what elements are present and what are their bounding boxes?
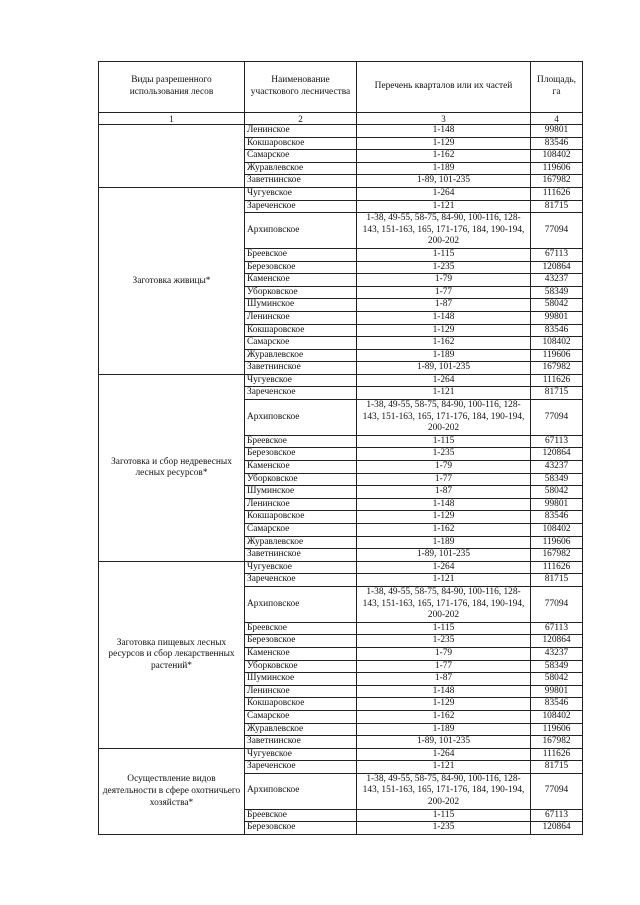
area-cell: 58349 (531, 660, 583, 673)
quarters-cell: 1-38, 49-55, 58-75, 84-90, 100-116, 128-143, 151-163, 165, 171-176, 184, 190-194, 200-202 (357, 586, 531, 622)
area-cell: 81715 (531, 761, 583, 774)
quarters-cell: 1-38, 49-55, 58-75, 84-90, 100-116, 128-143, 151-163, 165, 171-176, 184, 190-194, 200-202 (357, 400, 531, 436)
area-cell: 119606 (531, 349, 583, 362)
forestry-cell: Кокшаровское (245, 511, 357, 524)
area-cell: 108402 (531, 337, 583, 350)
area-cell: 99801 (531, 498, 583, 511)
area-cell: 58349 (531, 286, 583, 299)
forestry-cell: Кокшаровское (245, 698, 357, 711)
forestry-cell: Шуминское (245, 486, 357, 499)
quarters-cell: 1-189 (357, 723, 531, 736)
area-cell: 67113 (531, 435, 583, 448)
area-cell: 43237 (531, 274, 583, 287)
forestry-cell: Бреевское (245, 622, 357, 635)
quarters-cell: 1-162 (357, 710, 531, 723)
quarters-cell: 1-87 (357, 673, 531, 686)
quarters-cell: 1-89, 101-235 (357, 736, 531, 749)
quarters-cell: 1-235 (357, 448, 531, 461)
quarters-cell: 1-121 (357, 200, 531, 213)
forestry-cell: Кокшаровское (245, 324, 357, 337)
quarters-cell: 1-162 (357, 337, 531, 350)
forestry-cell: Чугуевское (245, 561, 357, 574)
area-cell: 81715 (531, 387, 583, 400)
table-header (99, 62, 583, 125)
forestry-cell: Шуминское (245, 299, 357, 312)
purpose-cell: Заготовка пищевых лесных ресурсов и сбор лекарственных растений* (99, 561, 245, 748)
forestry-cell: Журавлевское (245, 162, 357, 175)
forestry-cell: Заветнинское (245, 362, 357, 375)
area-cell: 58042 (531, 486, 583, 499)
area-cell: 120864 (531, 635, 583, 648)
quarters-cell: 1-235 (357, 261, 531, 274)
forestry-cell: Зареченское (245, 387, 357, 400)
quarters-cell: 1-129 (357, 511, 531, 524)
table-row (99, 561, 583, 574)
header-quarters: Перечень кварталов или их частей (357, 62, 531, 113)
quarters-cell: 1-235 (357, 635, 531, 648)
quarters-cell: 1-189 (357, 162, 531, 175)
table-row (99, 187, 583, 200)
area-cell: 111626 (531, 748, 583, 761)
quarters-cell: 1-121 (357, 761, 531, 774)
header-num-1: 1 (99, 113, 245, 125)
quarters-cell: 1-121 (357, 574, 531, 587)
area-cell: 119606 (531, 536, 583, 549)
quarters-cell: 1-148 (357, 311, 531, 324)
quarters-cell: 1-115 (357, 622, 531, 635)
forestry-cell: Чугуевское (245, 187, 357, 200)
quarters-cell: 1-148 (357, 685, 531, 698)
area-cell: 77094 (531, 400, 583, 436)
area-cell: 111626 (531, 374, 583, 387)
area-cell: 77094 (531, 213, 583, 249)
forestry-cell: Ленинское (245, 311, 357, 324)
area-cell: 167982 (531, 736, 583, 749)
forestry-cell: Бреевское (245, 248, 357, 261)
forestry-cell: Уборковское (245, 286, 357, 299)
forestry-cell: Заветнинское (245, 736, 357, 749)
area-cell: 99801 (531, 125, 583, 138)
quarters-cell: 1-115 (357, 435, 531, 448)
forestry-cell: Каменское (245, 461, 357, 474)
forestry-cell: Журавлевское (245, 536, 357, 549)
area-cell: 77094 (531, 586, 583, 622)
header-purpose: Виды разрешенного использования лесов (99, 62, 245, 113)
quarters-cell: 1-148 (357, 498, 531, 511)
quarters-cell: 1-189 (357, 349, 531, 362)
forestry-cell: Чугуевское (245, 374, 357, 387)
quarters-cell: 1-38, 49-55, 58-75, 84-90, 100-116, 128-143, 151-163, 165, 171-176, 184, 190-194, 200-202 (357, 213, 531, 249)
forestry-cell: Бреевское (245, 435, 357, 448)
forestry-cell: Березовское (245, 635, 357, 648)
forestry-cell: Чугуевское (245, 748, 357, 761)
forestry-cell: Бреевское (245, 809, 357, 822)
area-cell: 67113 (531, 248, 583, 261)
area-cell: 167982 (531, 549, 583, 562)
area-cell: 111626 (531, 561, 583, 574)
forestry-cell: Уборковское (245, 660, 357, 673)
area-cell: 167982 (531, 175, 583, 188)
purpose-cell (99, 125, 245, 188)
area-cell: 43237 (531, 647, 583, 660)
header-num-3: 3 (357, 113, 531, 125)
area-cell: 119606 (531, 162, 583, 175)
area-cell: 83546 (531, 698, 583, 711)
table-row (99, 748, 583, 761)
purpose-cell: Осуществление видов деятельности в сфере охотничьего хозяйства* (99, 748, 245, 834)
area-cell: 67113 (531, 809, 583, 822)
area-cell: 81715 (531, 574, 583, 587)
forestry-cell: Каменское (245, 274, 357, 287)
header-forestry: Наименование участкового лесничества (245, 62, 357, 113)
header-num-4: 4 (531, 113, 583, 125)
forestry-cell: Заветнинское (245, 549, 357, 562)
forestry-cell: Ленинское (245, 125, 357, 138)
quarters-cell: 1-89, 101-235 (357, 549, 531, 562)
forestry-cell: Шуминское (245, 673, 357, 686)
quarters-cell: 1-121 (357, 387, 531, 400)
forestry-cell: Самарское (245, 524, 357, 537)
forestry-cell: Архиповское (245, 586, 357, 622)
forestry-cell: Самарское (245, 337, 357, 350)
forestry-cell: Зареченское (245, 574, 357, 587)
header-row (99, 62, 583, 113)
quarters-cell: 1-89, 101-235 (357, 362, 531, 375)
area-cell: 167982 (531, 362, 583, 375)
forestry-cell: Березовское (245, 822, 357, 835)
area-cell: 58349 (531, 473, 583, 486)
forestry-cell: Самарское (245, 150, 357, 163)
area-cell: 58042 (531, 673, 583, 686)
quarters-cell: 1-264 (357, 187, 531, 200)
header-num-2: 2 (245, 113, 357, 125)
quarters-cell: 1-77 (357, 660, 531, 673)
forest-use-table (98, 61, 583, 835)
forestry-cell: Ленинское (245, 685, 357, 698)
quarters-cell: 1-264 (357, 374, 531, 387)
forestry-cell: Кокшаровское (245, 137, 357, 150)
table-body (99, 125, 583, 835)
area-cell: 58042 (531, 299, 583, 312)
area-cell: 81715 (531, 200, 583, 213)
area-cell: 99801 (531, 311, 583, 324)
quarters-cell: 1-129 (357, 698, 531, 711)
forestry-cell: Каменское (245, 647, 357, 660)
quarters-cell: 1-129 (357, 137, 531, 150)
area-cell: 43237 (531, 461, 583, 474)
area-cell: 119606 (531, 723, 583, 736)
forestry-cell: Самарское (245, 710, 357, 723)
forestry-cell: Архиповское (245, 213, 357, 249)
quarters-cell: 1-115 (357, 809, 531, 822)
header-number-row (99, 113, 583, 125)
area-cell: 77094 (531, 773, 583, 809)
forestry-cell: Журавлевское (245, 349, 357, 362)
forestry-cell: Архиповское (245, 400, 357, 436)
quarters-cell: 1-235 (357, 822, 531, 835)
quarters-cell: 1-38, 49-55, 58-75, 84-90, 100-116, 128-143, 151-163, 165, 171-176, 184, 190-194, 200-202 (357, 773, 531, 809)
purpose-cell: Заготовка живицы* (99, 187, 245, 374)
area-cell: 83546 (531, 511, 583, 524)
area-cell: 120864 (531, 448, 583, 461)
area-cell: 108402 (531, 524, 583, 537)
forestry-cell: Архиповское (245, 773, 357, 809)
header-area: Площадь, га (531, 62, 583, 113)
quarters-cell: 1-115 (357, 248, 531, 261)
purpose-cell: Заготовка и сбор недревесных лесных ресурсов* (99, 374, 245, 561)
table-row (99, 125, 583, 138)
quarters-cell: 1-79 (357, 461, 531, 474)
area-cell: 120864 (531, 261, 583, 274)
quarters-cell: 1-162 (357, 150, 531, 163)
forestry-cell: Уборковское (245, 473, 357, 486)
quarters-cell: 1-162 (357, 524, 531, 537)
forestry-cell: Журавлевское (245, 723, 357, 736)
area-cell: 111626 (531, 187, 583, 200)
quarters-cell: 1-148 (357, 125, 531, 138)
forestry-cell: Заветнинское (245, 175, 357, 188)
quarters-cell: 1-129 (357, 324, 531, 337)
quarters-cell: 1-77 (357, 286, 531, 299)
forestry-cell: Березовское (245, 261, 357, 274)
quarters-cell: 1-77 (357, 473, 531, 486)
quarters-cell: 1-79 (357, 274, 531, 287)
quarters-cell: 1-189 (357, 536, 531, 549)
area-cell: 67113 (531, 622, 583, 635)
area-cell: 83546 (531, 137, 583, 150)
forestry-cell: Березовское (245, 448, 357, 461)
forestry-cell: Зареченское (245, 761, 357, 774)
quarters-cell: 1-79 (357, 647, 531, 660)
forestry-cell: Ленинское (245, 498, 357, 511)
area-cell: 99801 (531, 685, 583, 698)
quarters-cell: 1-87 (357, 299, 531, 312)
quarters-cell: 1-87 (357, 486, 531, 499)
area-cell: 83546 (531, 324, 583, 337)
quarters-cell: 1-89, 101-235 (357, 175, 531, 188)
area-cell: 108402 (531, 710, 583, 723)
area-cell: 108402 (531, 150, 583, 163)
quarters-cell: 1-264 (357, 561, 531, 574)
area-cell: 120864 (531, 822, 583, 835)
table-row (99, 374, 583, 387)
quarters-cell: 1-264 (357, 748, 531, 761)
forestry-cell: Зареченское (245, 200, 357, 213)
